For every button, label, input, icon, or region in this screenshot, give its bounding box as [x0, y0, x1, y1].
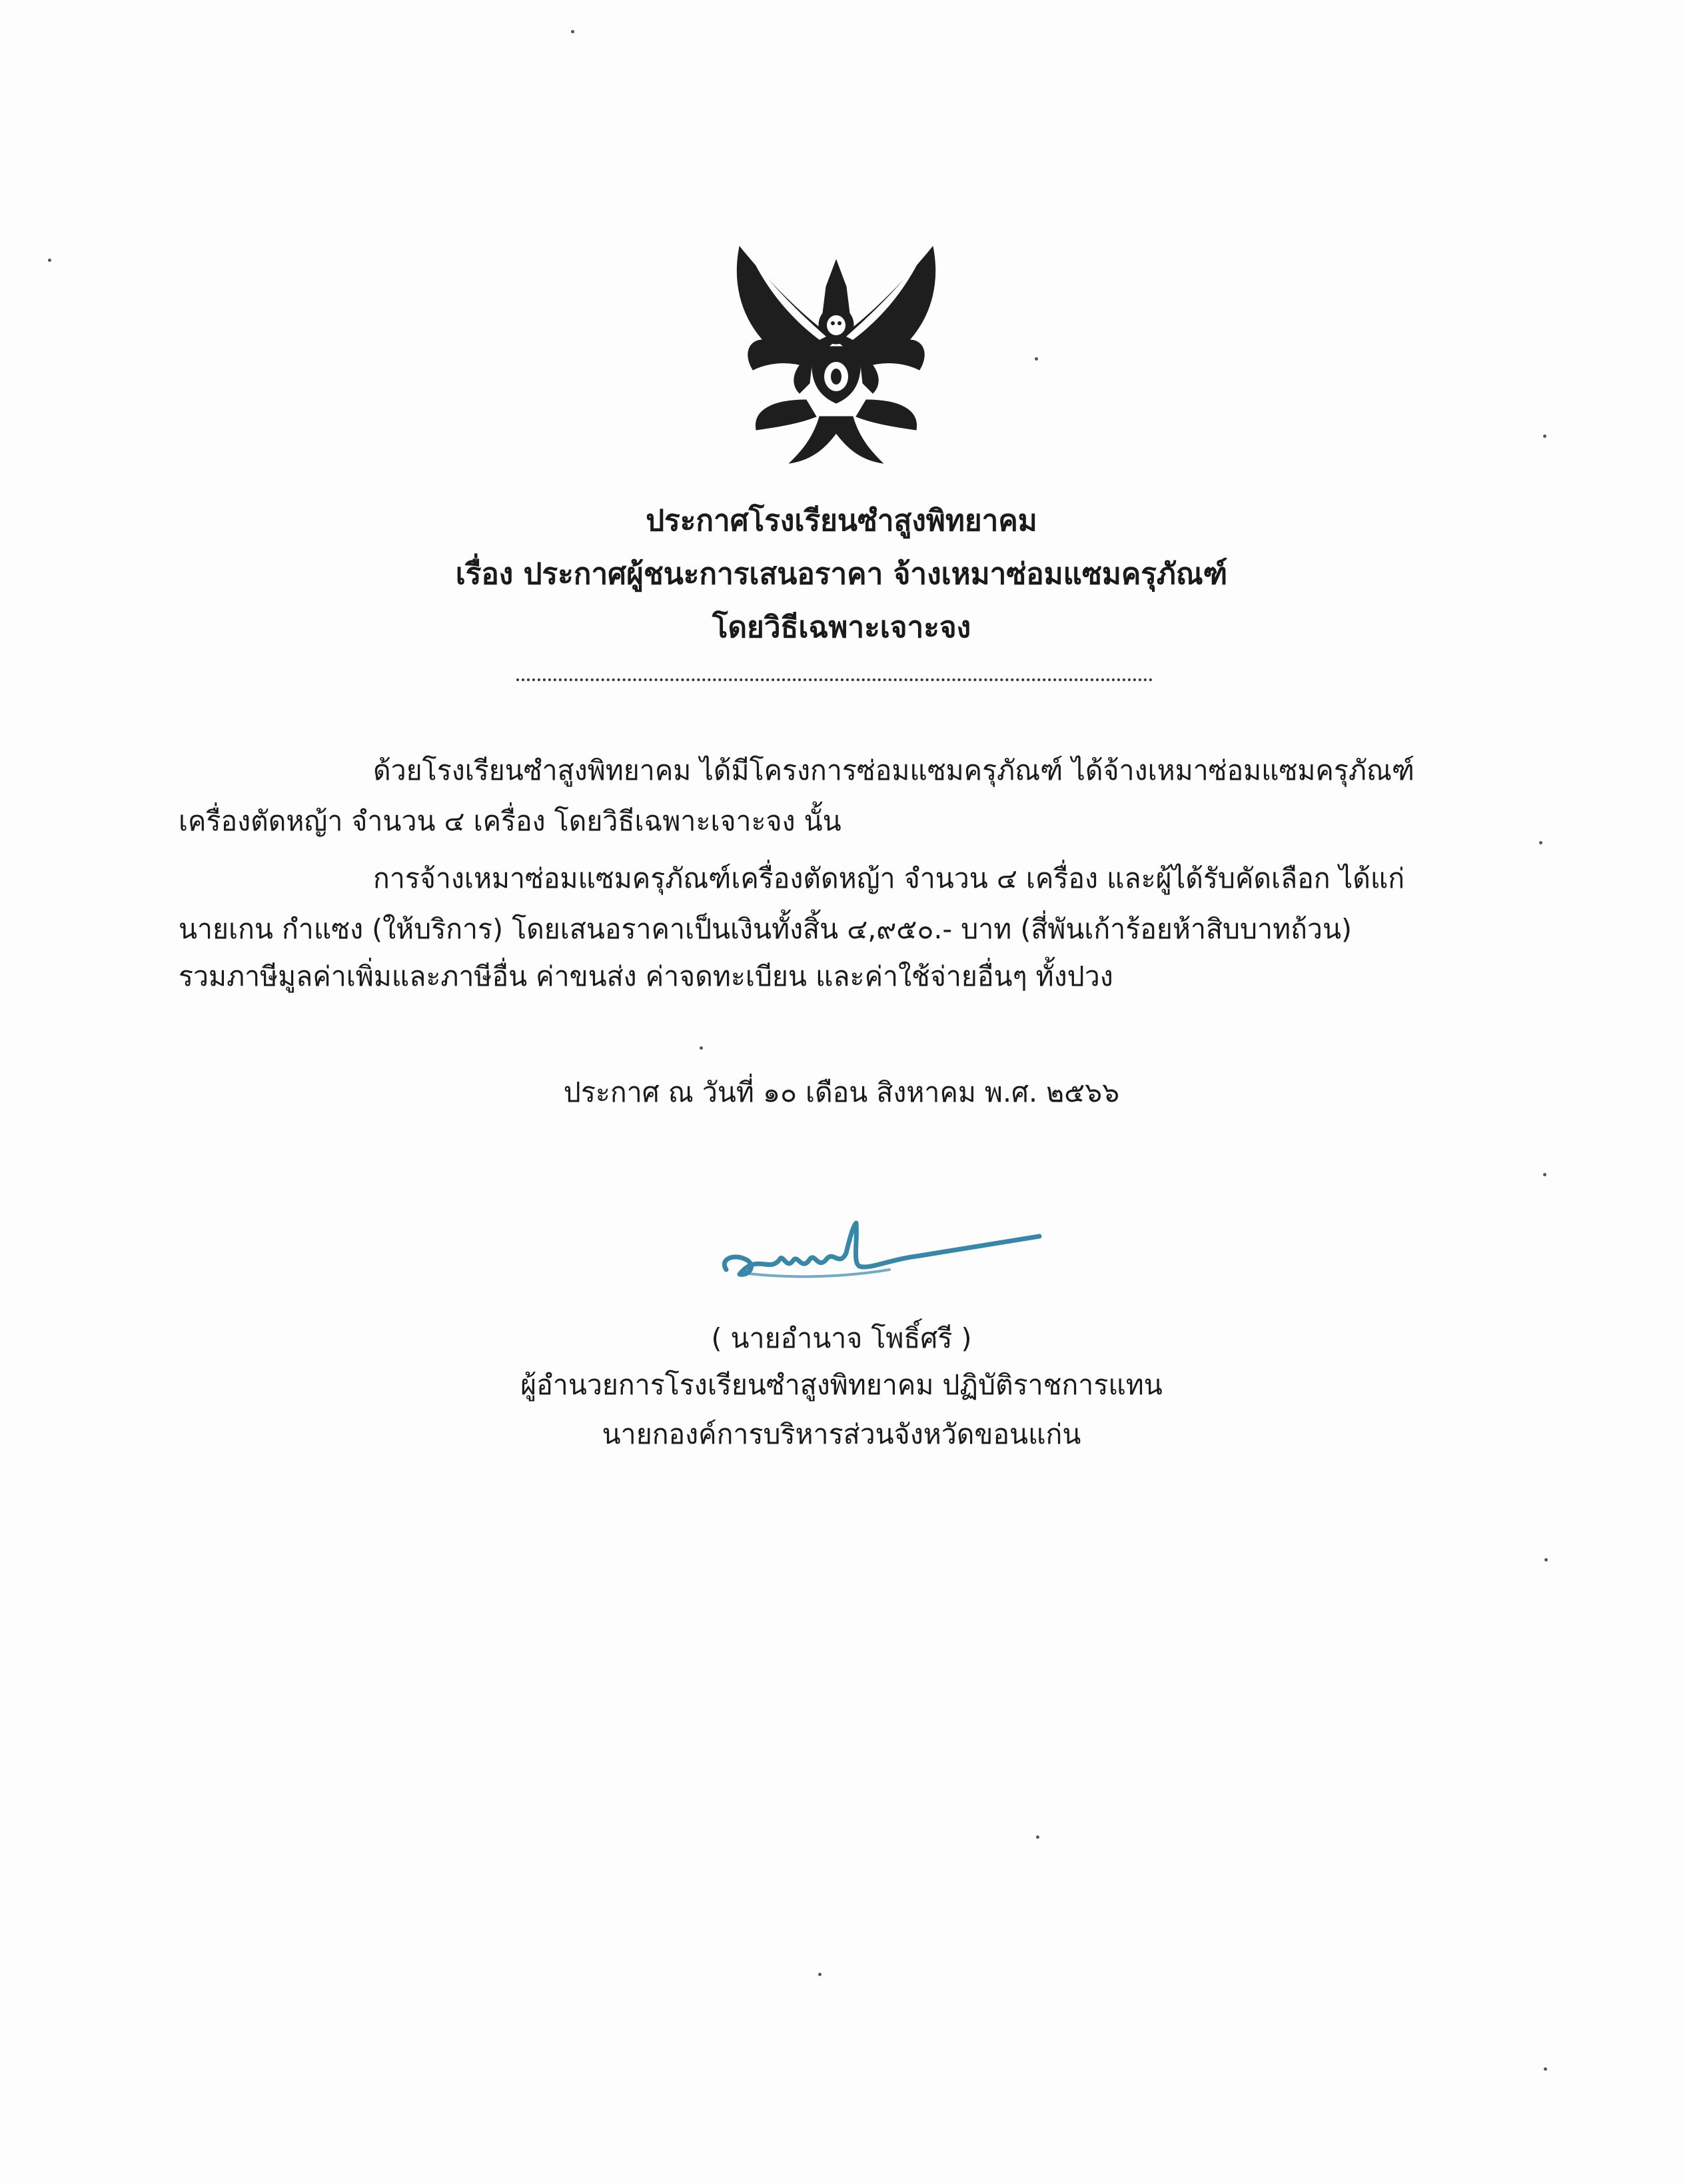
scan-speck: [1544, 2067, 1547, 2071]
scan-speck: [1539, 841, 1542, 844]
paragraph-1-line-2: เครื่องตัดหญ้า จำนวน ๔ เครื่อง โดยวิธีเฉพาะเจาะจง นั้น: [179, 805, 842, 837]
scan-speck: [1543, 1173, 1546, 1176]
signatory-position-line-1: ผู้อำนวยการโรงเรียนซำสูงพิทยาคม ปฏิบัติราชการแทน: [520, 1369, 1163, 1401]
scan-speck: [1035, 357, 1038, 361]
announcement-subject: เรื่อง ประกาศผู้ชนะการเสนอราคา จ้างเหมาซ่อมแซมครุภัณฑ์: [455, 557, 1228, 591]
announcement-title: ประกาศโรงเรียนซำสูงพิทยาคม: [646, 504, 1037, 538]
scan-speck: [1544, 1558, 1548, 1562]
dotted-divider: [516, 678, 1153, 681]
paragraph-2-line-1: การจ้างเหมาซ่อมแซมครุภัณฑ์เครื่องตัดหญ้า จำนวน ๔ เครื่อง และผู้ได้รับคัดเลือก ได้แก่: [373, 862, 1405, 894]
scan-speck: [48, 259, 51, 262]
scan-speck: [1036, 1835, 1039, 1839]
paragraph-2-line-2: นายเกน กำแซง (ให้บริการ) โดยเสนอราคาเป็นเงินทั้งสิ้น ๔,๙๕๐.- บาท (สี่พันเก้าร้อยห้าสิบบาทถ้วน): [179, 913, 1352, 945]
scan-speck: [1543, 435, 1546, 438]
handwritten-signature: [716, 1213, 1049, 1293]
scan-speck: [818, 1973, 822, 1976]
signatory-name: ( นายอำนาจ โพธิ์ศรี ): [711, 1322, 972, 1354]
paragraph-1-line-1: ด้วยโรงเรียนซำสูงพิทยาคม ได้มีโครงการซ่อมแซมครุภัณฑ์ ได้จ้างเหมาซ่อมแซมครุภัณฑ์: [373, 754, 1414, 786]
garuda-emblem-icon: [726, 240, 946, 470]
paragraph-2-line-3: รวมภาษีมูลค่าเพิ่มและภาษีอื่น ค่าขนส่ง ค่าจดทะเบียน และค่าใช้จ่ายอื่นๆ ทั้งปวง: [179, 960, 1113, 992]
signatory-position-line-2: นายกองค์การบริหารส่วนจังหวัดขอนแก่น: [602, 1418, 1081, 1450]
announcement-date: ประกาศ ณ วันที่ ๑๐ เดือน สิงหาคม พ.ศ. ๒๕๖๖: [563, 1076, 1120, 1108]
procurement-method: โดยวิธีเฉพาะเจาะจง: [712, 610, 971, 644]
scan-speck: [700, 1046, 703, 1050]
scan-speck: [571, 30, 574, 33]
